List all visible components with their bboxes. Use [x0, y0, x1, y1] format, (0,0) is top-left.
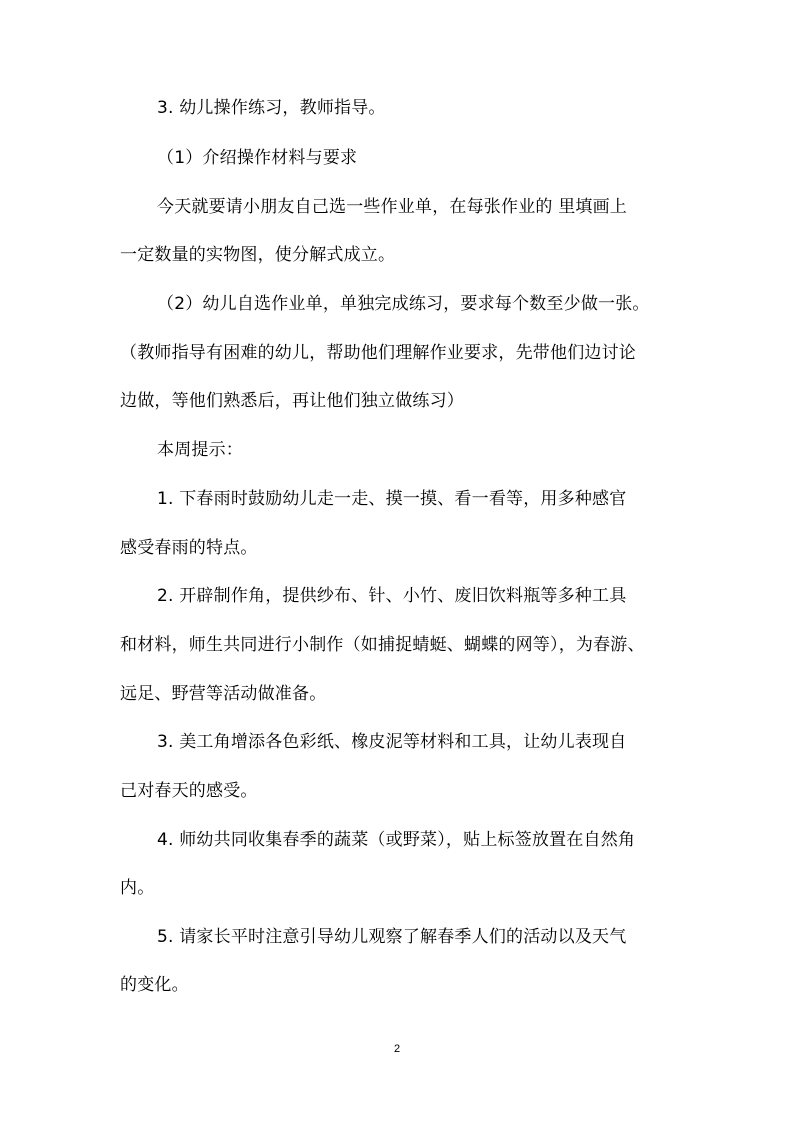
- tip-4-line: 4. 师幼共同收集春季的蔬菜（或野菜），贴上标签放置在自然角: [157, 830, 636, 850]
- subsection-1-heading: （1）介绍操作材料与要求: [157, 148, 358, 168]
- tip-2-line: 2. 开辟制作角，提供纱布、针、小竹、废旧饮料瓶等多种工具: [157, 586, 627, 606]
- paragraph-line: 己对春天的感受。: [120, 781, 258, 801]
- subsection-2-line: （2）幼儿自选作业单，单独完成练习，要求每个数至少做一张。: [157, 294, 650, 314]
- paragraph-line: 内。: [120, 878, 155, 898]
- tip-5-line: 5. 请家长平时注意引导幼儿观察了解春季人们的活动以及天气: [157, 927, 627, 947]
- page-number: 2: [393, 1043, 401, 1055]
- step-3-heading: 3. 幼儿操作练习，教师指导。: [157, 98, 386, 118]
- tip-1-line: 1. 下春雨时鼓励幼儿走一走、摸一摸、看一看等，用多种感官: [157, 489, 627, 509]
- paragraph-line: 一定数量的实物图，使分解式成立。: [120, 245, 396, 265]
- paragraph-line: 和材料，师生共同进行小制作（如捕捉蜻蜓、蝴蝶的网等），为春游、: [120, 635, 645, 655]
- paragraph-line: （教师指导有困难的幼儿，帮助他们理解作业要求，先带他们边讨论: [120, 343, 636, 363]
- weekly-tips-heading: 本周提示：: [157, 440, 243, 460]
- paragraph-line: 远足、野营等活动做准备。: [120, 684, 327, 704]
- paragraph-line: 边做，等他们熟悉后，再让他们独立做练习）: [120, 391, 464, 411]
- tip-3-line: 3. 美工角增添各色彩纸、橡皮泥等材料和工具，让幼儿表现自: [157, 732, 627, 752]
- paragraph-line: 的变化。: [120, 975, 189, 995]
- paragraph-line: 感受春雨的特点。: [120, 538, 258, 558]
- paragraph-line: 今天就要请小朋友自己选一些作业单，在每张作业的 里填画上: [157, 197, 628, 217]
